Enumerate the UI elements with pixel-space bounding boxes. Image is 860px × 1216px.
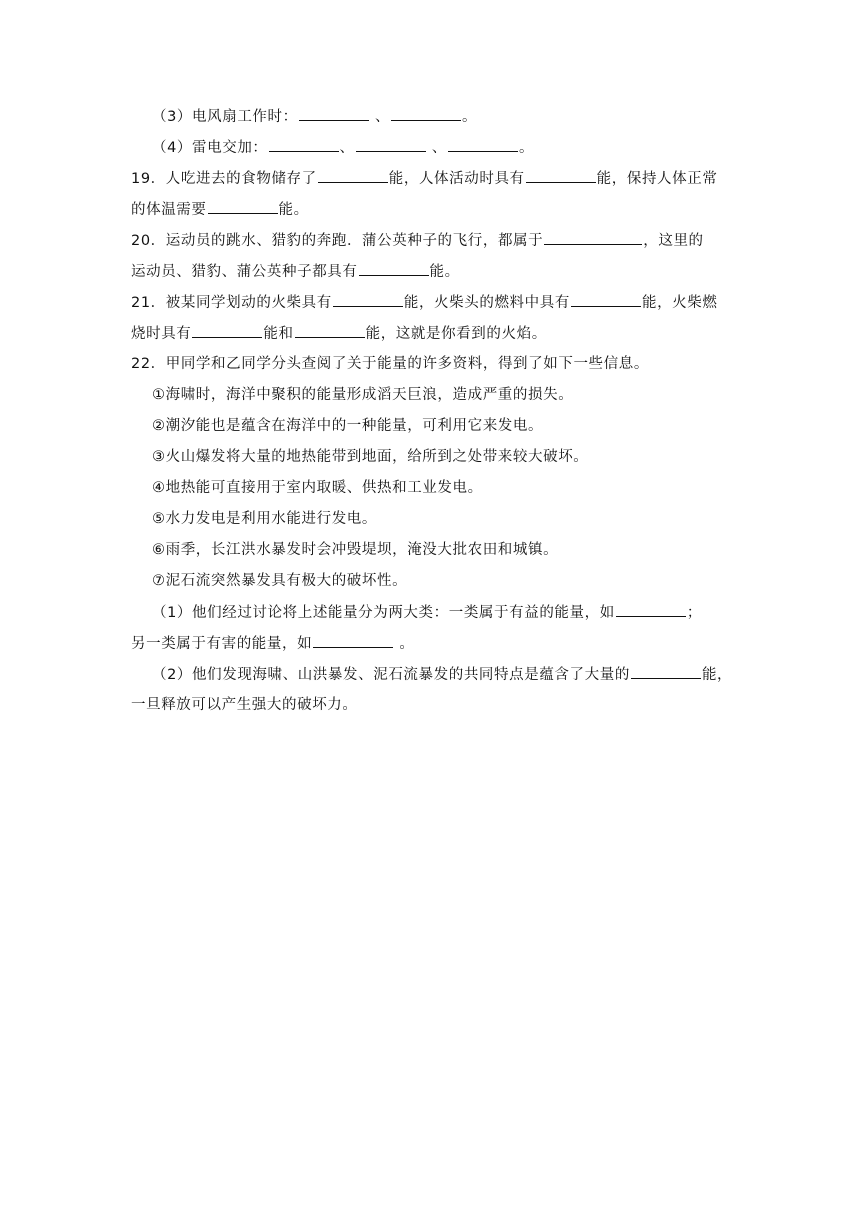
answer-blank[interactable] — [631, 664, 701, 679]
info-item-3: ③火山爆发将大量的地热能带到地面，给所到之处带来较大破坏。 — [152, 449, 589, 465]
answer-blank[interactable] — [318, 168, 388, 183]
answer-blank[interactable] — [192, 323, 262, 338]
q18-part3: （3）电风扇工作时： 、 。 — [152, 106, 477, 127]
info-item-6: ⑥雨季，长江洪水暴发时会冲毁堤坝，淹没大批农田和城镇。 — [152, 542, 559, 558]
q22-sub2-line1: （2）他们发现海啸、山洪暴发、泥石流暴发的共同特点是蕴含了大量的 能， — [152, 664, 732, 685]
answer-blank[interactable] — [295, 323, 365, 338]
info-item-4: ④地热能可直接用于室内取暖、供热和工业发电。 — [152, 480, 483, 496]
answer-blank[interactable] — [391, 106, 461, 121]
q21-line2: 烧时具有 能和 能，这就是你看到的火焰。 — [131, 323, 547, 344]
answer-blank[interactable] — [333, 292, 403, 307]
answer-blank[interactable] — [299, 106, 369, 121]
q22-sub2-line2: 一旦释放可以产生强大的破坏力。 — [131, 697, 358, 713]
q22-sub1-line2: 另一类属于有害的能量，如 。 — [131, 633, 415, 654]
info-item-5: ⑤水力发电是利用水能进行发电。 — [152, 511, 377, 527]
answer-blank[interactable] — [269, 137, 339, 152]
answer-blank[interactable] — [313, 633, 393, 648]
answer-blank[interactable] — [208, 199, 278, 214]
answer-blank[interactable] — [448, 137, 518, 152]
q20-line2: 运动员、猎豹、蒲公英种子都具有 能。 — [131, 261, 460, 282]
info-item-7: ⑦泥石流突然暴发具有极大的破坏性。 — [152, 573, 408, 589]
answer-blank[interactable] — [616, 602, 686, 617]
q18-part4: （4）雷电交加： 、 、 。 — [152, 137, 534, 158]
q19-line2: 的体温需要 能。 — [131, 199, 309, 220]
answer-blank[interactable] — [571, 292, 641, 307]
answer-blank[interactable] — [359, 261, 429, 276]
q22-stem: 22．甲同学和乙同学分头查阅了关于能量的许多资料，得到了如下一些信息。 — [131, 356, 649, 372]
answer-blank[interactable] — [544, 230, 642, 245]
q20-line1: 20．运动员的跳水、猎豹的奔跑．蒲公英种子的飞行，都属于 ，这里的 — [131, 230, 704, 251]
q22-sub1-line1: （1）他们经过讨论将上述能量分为两大类：一类属于有益的能量，如 ； — [152, 602, 702, 623]
info-item-1: ①海啸时，海洋中聚积的能量形成滔天巨浪，造成严重的损失。 — [152, 387, 574, 403]
q19-line1: 19．人吃进去的食物储存了 能，人体活动时具有 能，保持人体正常 — [131, 168, 717, 189]
answer-blank[interactable] — [356, 137, 426, 152]
answer-blank[interactable] — [526, 168, 596, 183]
q21-line1: 21．被某同学划动的火柴具有 能，火柴头的燃料中具有 能，火柴燃 — [131, 292, 717, 313]
info-item-2: ②潮汐能也是蕴含在海洋中的一种能量，可利用它来发电。 — [152, 418, 544, 434]
